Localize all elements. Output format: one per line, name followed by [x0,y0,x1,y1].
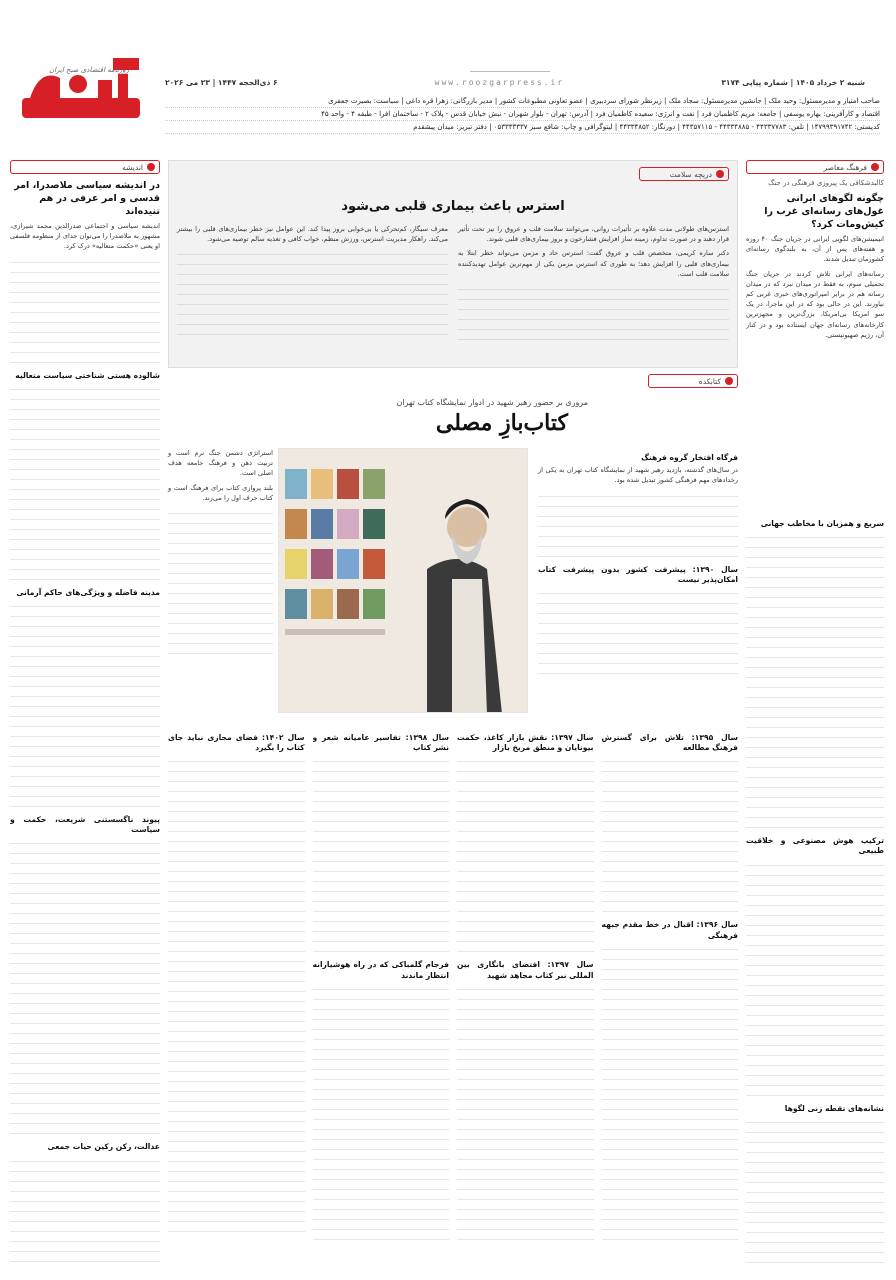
paragraph-filler [313,983,450,1243]
book-col [313,728,450,1268]
date-other: ۶ ذی‌الحجه ۱۴۴۷ | ۲۳ می ۲۰۲۶ [165,77,278,87]
paragraph-filler [746,859,884,1099]
subheading: سال ۱۳۹۰: پیشرفت کشور بدون پیشرفت کتاب امکان‌پذیر نیست [538,564,738,584]
book-section [168,368,738,1270]
section-tag [746,160,884,174]
paragraph-filler [457,755,594,955]
paragraph: بلند پروازی کتاب برای فرهنگ است و کتاب حرف اول را می‌زند. [168,483,273,502]
health-col [177,224,448,347]
paragraph-filler [168,507,273,657]
credits-row: کدپستی: ۱۴۷۹۹۳۹۱۷۴۲ | تلفن: ۴۴۳۳۷۷۸۳ - ۴۴۳۳۴۸۸۵ - ۴۴۳۵۷۱۱۵ | دورنگار: ۴۴۳۳۴۸۵۲ | لیتوگرافی و چاپ: شافع سبز ۰۵۳۳۳۳۳۳۷ | دفتر تبریز: میدان پیشقدم [165,121,880,134]
article-headline[interactable]: چگونه لگوهای ایرانی غول‌های رسانه‌ای غرب را کیش‌ومات کرد؟ [764,193,884,230]
credits-row: صاحب امتیاز و مدیرمسئول: وحید ملک | جانشین مدیرمسئول: سجاد ملک | زیرنظر شورای سردبیری | عضو تعاونی مطبوعات کشور | مدیر بازرگانی: زهرا قره داغی | سیاست: بصیرت جعفری [165,95,880,108]
logo-tagline: روزنامه اقتصادی صبح ایران [48,66,130,74]
paragraph: استرس‌های طولانی مدت علاوه بر تأثیرات روانی، می‌توانند سلامت قلب و عروق را نیز تحت تأثیر قرار دهند و در صورت تداوم، زمینه ساز افزایش فشارخون و بروز بیماری‌های قلبی شوند. [458,225,729,244]
book-story-right [538,448,738,681]
subheading: سال ۱۴۰۲: فضای مجازی نباید جای کتاب را بگیرد [168,733,305,753]
paragraph-filler [602,943,739,1243]
subheading: سریع و همزبان با مخاطب جهانی [760,519,884,529]
subheading: ترکیب هوش مصنوعی و خلاقیت طبیعی [746,836,884,856]
paragraph-filler [168,755,305,1235]
subheading: فرگاه افتخار گروه فرهنگ [641,453,738,462]
middle-column [168,160,738,1270]
paragraph: اندیشه سیاسی و اجتماعی صدرالدین محمد شیرازی، مشهور به ملاصدرا را می‌توان جدای از منظومه فلسفی او یعنی «حکمت متعالیه» درک کرد. [10,222,160,251]
paragraph-filler [10,837,160,1137]
paragraph-filler [10,383,160,583]
paragraph-filler [458,283,729,343]
section-dot-icon [147,163,155,171]
paragraph-filler [746,531,884,831]
paragraph-filler [538,587,738,677]
section-dot-icon [871,163,879,171]
paragraph-filler [177,248,448,338]
section-tag [10,160,160,174]
paragraph: انیمیشن‌های لگویی ایرانی در جریان جنگ ۴۰ روزه و هفته‌های پس از آن، به بلندگوی رسانه‌ای کشورمان تبدیل شدند. [746,235,884,264]
paragraph: در سال‌های گذشته، بازدید رهبر شهید از نمایشگاه کتاب تهران به یکی از رخدادهای مهم فرهنگی کشور تبدیل شده بود. [538,466,738,485]
section-tag [648,374,738,388]
subheading: سال ۱۳۹۵: تلاش برای گسترش فرهنگ مطالعه [601,733,738,753]
book-col [168,728,305,1268]
logo [18,40,148,140]
article-kicker: کالبدشکافی یک پیروزی فرهنگی در جنگ [768,179,884,187]
health-title[interactable]: استرس باعث بیماری قلبی می‌شود [341,199,565,214]
article-body [746,234,884,1270]
subheading: سال ۱۳۹۸: تفاسیر عامیانه شعر و نشر کتاب [312,733,449,753]
book-title[interactable]: کتاب‌بازِ مصلی [435,410,568,436]
paragraph-filler [602,755,739,915]
subheading: سال ۱۳۹۶: اقبال در خط مقدم جبهه فرهنگی [601,920,738,940]
paragraph-filler [313,755,450,955]
book-bottom-columns [168,728,738,1268]
subheading: شالوده هستی شناختی سیاست متعالیه [15,370,160,380]
paragraph-filler [538,490,738,560]
left-column [10,160,160,1270]
paragraph-filler [10,1155,160,1270]
section-tag-label: اندیشه [122,162,143,172]
masthead [0,0,896,150]
paragraph-filler [10,600,160,810]
site-url[interactable]: www.roozgarpress.ir [434,77,565,87]
book-kicker: مروری بر حضور رهبر شهید در ادوار نمایشگاه کتاب تهران [396,398,588,407]
paragraph: استراتژی دشمن جنگ نرم است و تربیت ذهن و فرهنگ جامعه هدف اصلی است. [168,449,273,478]
paragraph: دکتر ساره کریمی، متخصص قلب و عروق گفت: استرس حاد و مزمن می‌تواند خطر ابتلا به بیماری‌های قلبی را افزایش دهد؛ به طوری که استرس مزمن یکی از مهم‌ترین عوامل تهدیدکننده سلامت قلب است. [458,249,729,278]
paragraph: معرف سیگار، کم‌تحرکی یا بی‌خوابی بروز پیدا کند. این عوامل نیز خطر بیماری‌های قلبی را بیشتر می‌کند. راهکار مدیریت استرس، ورزش منظم، خواب کافی و تغذیه سالم توصیه می‌شود. [177,225,448,244]
subheading: نشانه‌های تقطه زنی لگوها [784,1103,884,1113]
right-column [746,160,884,1270]
credits-row: اقتصاد و کارآفرینی: بهاره یوسفی | جامعه: مریم کاظمیان فرد | نفت و انرژی: سعیده کاظمیان فرد | آدرس: تهران - بلوار شهران - نبش خیابان قدس - پلاک ۲ - ساختمان افرا - طبقه ۴ - واحد ۴۵ [165,108,880,121]
logo-mark-icon [18,40,148,140]
subheading: سال ۱۳۹۷: نقش بازار کاغذ، حکمت بیونایان و منطق مریخ بازار [457,733,594,753]
book-col [602,728,739,1268]
top-strip [165,75,865,89]
section-tag-label: فرهنگ معاصر [823,162,867,172]
paragraph: رسانه‌های ایرانی تلاش کردند در جریان جنگ تحمیلی سوم، به فقط در میدان نبرد که در میدان رسانه هم در برابر امپراتوری‌های خبری غربی کم نیاورند. این در حالی بود که در این ماجرا، در یک سو امریکا بی‌امریکا، بزرگ‌ترین و مجهزترین کارخانه‌های رسانه‌ای جهان ایستاده بود و در کنار آن، رژیم صهیونیستی. [746,269,884,339]
paragraph-filler [457,983,594,1243]
subheading: عدالت، رکن رکین حیات جمعی [47,1142,160,1152]
paragraph [746,344,884,514]
subheading: پیوند ناگسستنی شریعت، حکمت و سیاست [10,815,160,835]
section-dot-icon [716,170,724,178]
book-photo [278,448,528,713]
article-headline[interactable]: در اندیشه سیاسی ملاصدرا، امر قدسی و امر عرفی در هم تنیده‌اند [14,180,160,217]
dateline: شنبه ۲ خرداد ۱۴۰۵ | شماره پیاپی ۳۱۷۴ [721,77,865,87]
article-body [10,221,160,1270]
book-story-left [168,448,273,661]
book-col [457,728,594,1268]
health-box [168,160,738,368]
subheading: فرجام گلمباکی که در راه هوشیارانه انتظار ماندند [312,960,449,980]
section-dot-icon [725,377,733,385]
health-col [458,224,729,347]
subheading: سال ۱۳۹۷: افتضای بانگاری بین المللی نبر کتاب مجاهد شهید [457,960,594,980]
mini-logo [470,62,550,72]
credits [165,95,880,134]
paragraph-filler [10,256,160,366]
section-tag-label: دریچه سلامت [669,169,712,179]
section-tag-label: کتابکده [698,376,721,386]
paragraph-filler [746,1116,884,1270]
photo-image-icon [278,449,527,713]
subheading: مدینه فاضله و ویژگی‌های حاکم آرمانی [16,587,160,597]
section-tag [639,167,729,181]
